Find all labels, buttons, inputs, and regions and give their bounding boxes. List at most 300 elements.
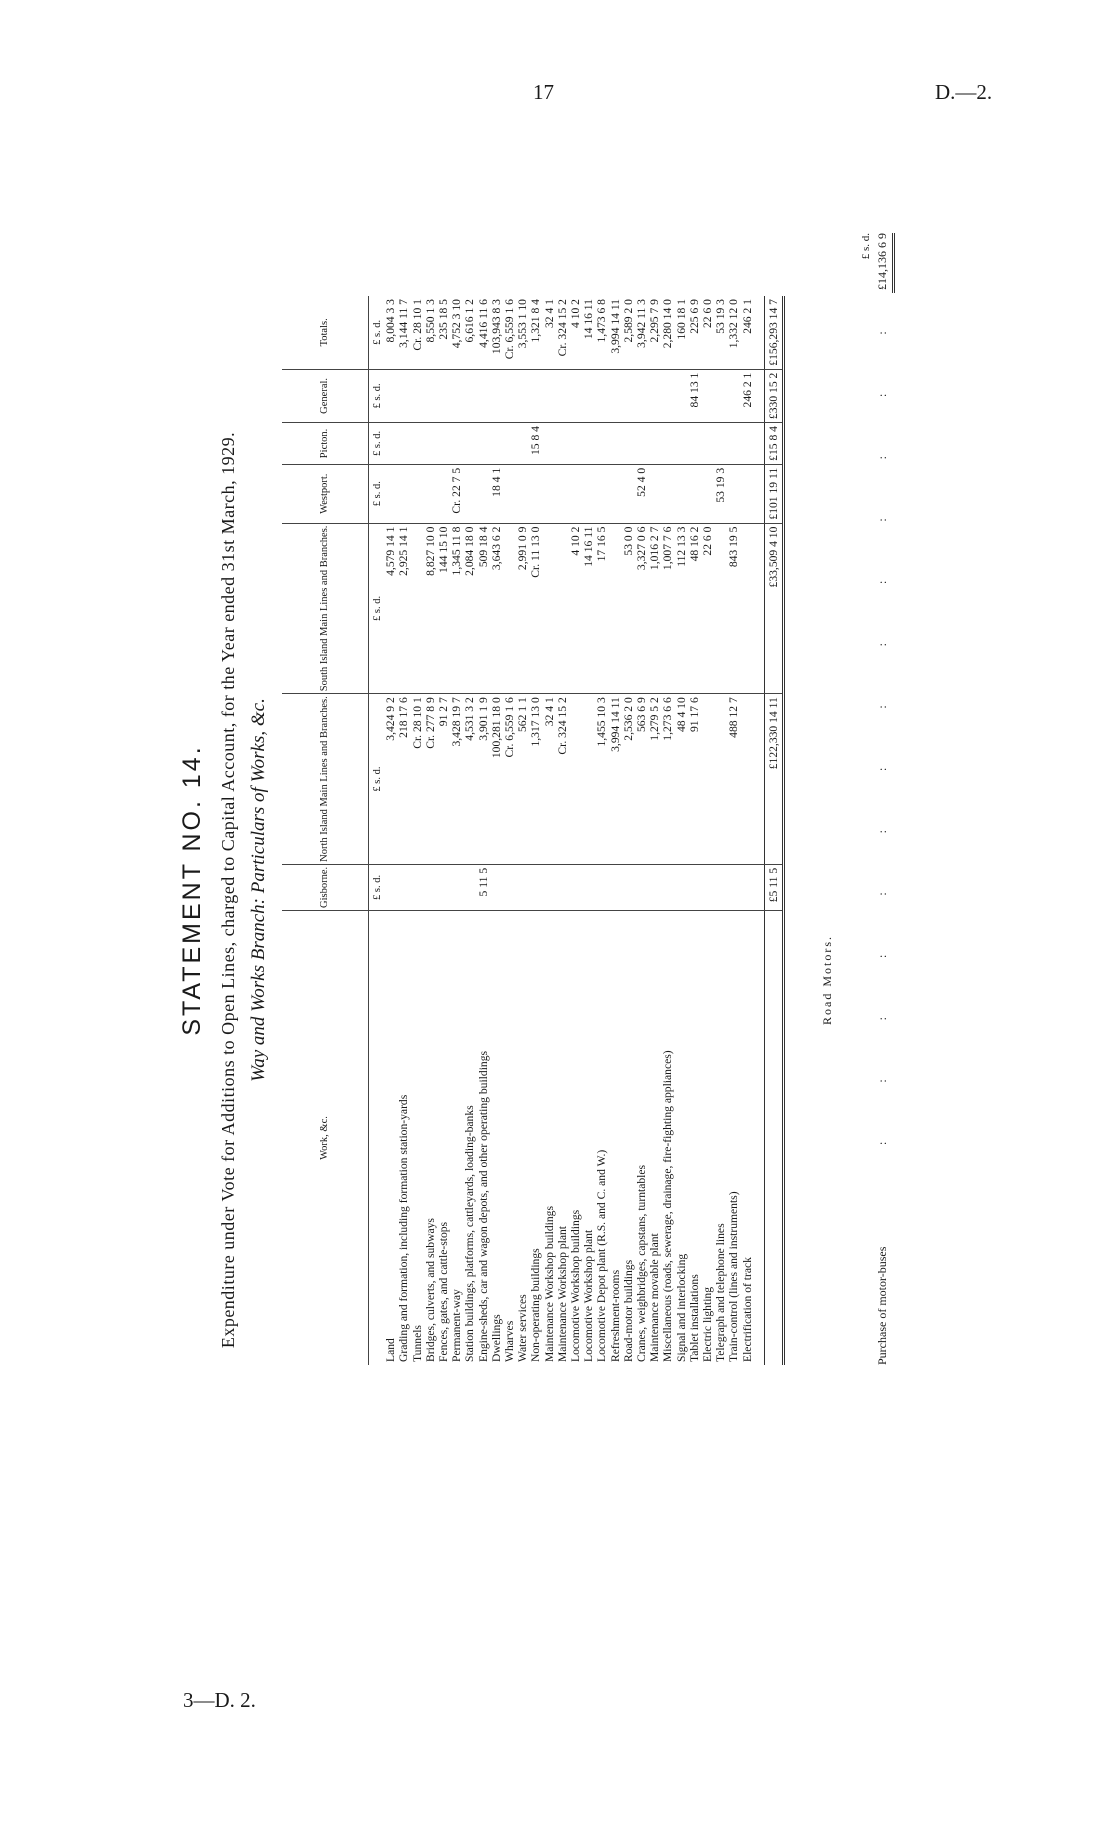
amount-cell: [529, 464, 542, 523]
amount-cell: 4 10 2: [569, 296, 582, 369]
column-header: Gisborne.: [282, 864, 369, 910]
amount-cell: Cr. 324 15 2: [556, 296, 569, 369]
work-cell: Station buildings, platforms, cattleyards, loading-banks: [463, 1105, 477, 1362]
amount-cell: £ s. d.: [369, 296, 385, 369]
amount-cell: [688, 423, 701, 465]
amount-cell: 562 1 1: [516, 694, 529, 865]
amount-cell: £122,330 14 11: [764, 694, 783, 865]
amount-cell: 14 16 11: [582, 523, 595, 694]
amount-cell: [754, 423, 765, 465]
amount-cell: £ s. d.: [369, 523, 385, 694]
road-motors-item: Purchase of motor-buses: [875, 1246, 889, 1365]
work-cell: Maintenance Workshop buildings: [542, 1206, 556, 1362]
amount-cell: [688, 464, 701, 523]
rotated-statement: [170, 75, 1030, 1705]
road-motors-amount: £14,136 6 9: [875, 233, 895, 293]
amount-cell: [714, 369, 727, 422]
work-cell: Road-motor buildings: [621, 1259, 635, 1362]
amount-cell: 15 8 4: [529, 423, 542, 465]
amount-cell: [741, 523, 754, 694]
amount-cell: 32 4 1: [543, 694, 556, 865]
amount-cell: [437, 464, 450, 523]
amount-cell: 488 12 7: [727, 694, 740, 865]
work-cell: [764, 911, 783, 1366]
amount-cell: 3,144 11 7: [397, 296, 410, 369]
amount-cell: 144 15 10: [437, 523, 450, 694]
amount-cell: [397, 369, 410, 422]
amount-cell: 5 11 5: [477, 864, 490, 910]
table-row: [503, 296, 516, 1365]
amount-cell: £5 11 5: [764, 864, 783, 910]
amount-cell: [503, 523, 516, 694]
amount-cell: 1,317 13 0: [529, 694, 542, 865]
amount-cell: [411, 864, 424, 910]
amount-cell: [595, 464, 608, 523]
amount-cell: 53 19 3: [714, 296, 727, 369]
amount-cell: 8,550 1 3: [424, 296, 437, 369]
work-cell: Signal and interlocking: [674, 1253, 688, 1362]
amount-cell: [635, 423, 648, 465]
statement-title: STATEMENT NO. 14.: [178, 744, 206, 1036]
amount-cell: [397, 464, 410, 523]
statement-subtitle: Expenditure under Vote for Additions to Open Lines, charged to Capital Account, for the Year ended 31st March, 1929.: [218, 431, 238, 1349]
table-row: [556, 296, 569, 1365]
table-row: [569, 296, 582, 1365]
table-row: [477, 296, 490, 1365]
amount-cell: [648, 864, 661, 910]
amount-cell: [569, 864, 582, 910]
amount-cell: £156,293 14 7: [764, 296, 783, 369]
table-row: [529, 296, 542, 1365]
amount-cell: [661, 864, 674, 910]
leader-dots: : : : : : : : : : : : : : :: [875, 303, 889, 1145]
work-cell: Wharves: [503, 1320, 517, 1362]
amount-cell: 2,925 14 1: [397, 523, 410, 694]
expenditure-table: [282, 296, 785, 1365]
amount-cell: [701, 694, 714, 865]
work-cell: Train-control (lines and instruments): [727, 1191, 741, 1362]
amount-cell: 100,281 18 0: [490, 694, 503, 865]
table-row: [543, 296, 556, 1365]
amount-cell: [622, 423, 635, 465]
amount-cell: [516, 864, 529, 910]
spacer-row: [754, 296, 765, 1365]
amount-cell: [661, 464, 674, 523]
amount-cell: [384, 423, 397, 465]
paper-code: D.—2.: [935, 80, 993, 104]
table-body: [369, 296, 784, 1365]
amount-cell: [543, 864, 556, 910]
work-cell: Refreshment-rooms: [608, 1269, 622, 1362]
amount-cell: [701, 423, 714, 465]
amount-cell: 4 10 2: [569, 523, 582, 694]
page-number: 17: [533, 80, 554, 104]
amount-cell: [411, 423, 424, 465]
amount-cell: Cr. 22 7 5: [450, 464, 463, 523]
work-cell: Telegraph and telephone lines: [714, 1223, 728, 1362]
amount-cell: 48 4 10: [675, 694, 688, 865]
amount-cell: [569, 369, 582, 422]
amount-cell: 1,007 7 6: [661, 523, 674, 694]
amount-cell: 2,280 14 0: [661, 296, 674, 369]
table-row: [609, 296, 622, 1365]
amount-cell: 2,084 18 0: [463, 523, 476, 694]
amount-cell: [411, 369, 424, 422]
amount-cell: [503, 369, 516, 422]
amount-cell: [490, 864, 503, 910]
amount-cell: [556, 523, 569, 694]
amount-cell: 3,942 11 3: [635, 296, 648, 369]
work-cell: Electric lighting: [701, 1286, 715, 1362]
amount-cell: 18 4 1: [490, 464, 503, 523]
amount-cell: [582, 464, 595, 523]
amount-cell: [661, 423, 674, 465]
amount-cell: Cr. 6,559 1 6: [503, 694, 516, 865]
amount-cell: 112 13 3: [675, 523, 688, 694]
amount-cell: [397, 864, 410, 910]
amount-cell: [741, 864, 754, 910]
table-row: [384, 296, 397, 1365]
amount-cell: £ s. d.: [369, 694, 385, 865]
amount-cell: 843 19 5: [727, 523, 740, 694]
amount-cell: Cr. 28 10 1: [411, 694, 424, 865]
amount-cell: [490, 423, 503, 465]
work-cell: Fences, gates, and cattle-stops: [437, 1221, 451, 1362]
amount-cell: 22 6 0: [701, 296, 714, 369]
work-cell: Maintenance movable plant: [648, 1233, 662, 1362]
amount-cell: [463, 423, 476, 465]
table-row: [595, 296, 608, 1365]
table-row: [490, 296, 503, 1365]
amount-cell: 2,589 2 0: [622, 296, 635, 369]
amount-cell: [569, 464, 582, 523]
amount-cell: Cr. 324 15 2: [556, 694, 569, 865]
amount-cell: [490, 369, 503, 422]
amount-cell: [741, 694, 754, 865]
amount-cell: [595, 864, 608, 910]
amount-cell: [463, 369, 476, 422]
table-row: [424, 296, 437, 1365]
amount-cell: [661, 369, 674, 422]
amount-cell: [397, 423, 410, 465]
amount-cell: 218 17 6: [397, 694, 410, 865]
column-header: Totals.: [282, 296, 369, 369]
amount-cell: [529, 369, 542, 422]
amount-cell: [556, 464, 569, 523]
amount-cell: [477, 464, 490, 523]
column-header: General.: [282, 369, 369, 422]
table-row: [714, 296, 727, 1365]
table-row: [688, 296, 701, 1365]
amount-cell: [727, 369, 740, 422]
units-row: [369, 296, 385, 1365]
work-cell: Locomotive Depot plant (R.S. and C. and W.): [595, 1149, 609, 1362]
amount-cell: [582, 864, 595, 910]
amount-cell: [609, 423, 622, 465]
amount-cell: [727, 423, 740, 465]
amount-cell: [556, 423, 569, 465]
amount-cell: [675, 864, 688, 910]
amount-cell: [675, 369, 688, 422]
road-motors-heading: Road Motors.: [820, 935, 834, 1025]
amount-cell: 3,553 1 10: [516, 296, 529, 369]
amount-cell: [648, 464, 661, 523]
amount-cell: 48 16 2: [688, 523, 701, 694]
amount-cell: £330 15 2: [764, 369, 783, 422]
amount-cell: [384, 464, 397, 523]
amount-cell: 8,827 10 0: [424, 523, 437, 694]
amount-cell: 2,536 2 0: [622, 694, 635, 865]
amount-cell: [635, 864, 648, 910]
amount-cell: 4,531 3 2: [463, 694, 476, 865]
work-cell: Water services: [516, 1294, 530, 1362]
amount-cell: [582, 694, 595, 865]
table-row: [727, 296, 740, 1365]
work-cell: Bridges, culverts, and subways: [423, 1218, 437, 1362]
amount-cell: [741, 423, 754, 465]
amount-cell: [754, 694, 765, 865]
amount-cell: [701, 464, 714, 523]
amount-cell: 2,295 7 9: [648, 296, 661, 369]
amount-cell: [543, 523, 556, 694]
amount-cell: [648, 423, 661, 465]
amount-cell: 52 4 0: [635, 464, 648, 523]
amount-cell: [622, 369, 635, 422]
amount-cell: £33,509 4 10: [764, 523, 783, 694]
amount-cell: [701, 369, 714, 422]
footer-code: 3—D. 2.: [183, 1688, 256, 1712]
amount-cell: [503, 864, 516, 910]
branch-title: Way and Works Branch: Particulars of Works, &c.: [248, 698, 269, 1082]
amount-cell: [463, 464, 476, 523]
amount-cell: [411, 523, 424, 694]
amount-cell: [675, 464, 688, 523]
amount-cell: 3,327 0 6: [635, 523, 648, 694]
column-header: Work, &c.: [282, 911, 369, 1366]
amount-cell: [701, 864, 714, 910]
amount-cell: [675, 423, 688, 465]
amount-cell: [727, 864, 740, 910]
amount-cell: [622, 464, 635, 523]
amount-cell: [754, 464, 765, 523]
amount-cell: [450, 423, 463, 465]
table-row: [701, 296, 714, 1365]
table-header-row: [282, 296, 369, 1365]
amount-cell: [595, 369, 608, 422]
amount-cell: [754, 369, 765, 422]
amount-cell: 235 18 5: [437, 296, 450, 369]
table-row: [463, 296, 476, 1365]
amount-cell: [516, 423, 529, 465]
road-motors-units: £ s. d.: [860, 233, 872, 260]
amount-cell: [582, 369, 595, 422]
amount-cell: £ s. d.: [369, 464, 385, 523]
amount-cell: [463, 864, 476, 910]
amount-cell: [437, 423, 450, 465]
amount-cell: Cr. 277 8 9: [424, 694, 437, 865]
work-cell: Miscellaneous (roads, sewerage, drainage, fire-fighting appliances): [661, 1050, 675, 1362]
table-row: [648, 296, 661, 1365]
work-cell: Electrification of track: [740, 1257, 754, 1362]
table-row: [397, 296, 410, 1365]
amount-cell: 32 4 1: [543, 296, 556, 369]
work-cell: Tablet installations: [687, 1274, 701, 1362]
amount-cell: £ s. d.: [369, 864, 385, 910]
amount-cell: [450, 864, 463, 910]
work-cell: Locomotive Workshop plant: [582, 1229, 596, 1362]
amount-cell: 8,004 3 3: [384, 296, 397, 369]
amount-cell: 91 17 6: [688, 694, 701, 865]
work-cell: Tunnels: [410, 1325, 424, 1362]
amount-cell: 6,616 1 2: [463, 296, 476, 369]
column-header: North Island Main Lines and Branches.: [282, 694, 369, 865]
table-row: [582, 296, 595, 1365]
amount-cell: [516, 369, 529, 422]
amount-cell: £101 19 11: [764, 464, 783, 523]
amount-cell: Cr. 6,559 1 6: [503, 296, 516, 369]
amount-cell: [424, 369, 437, 422]
amount-cell: Cr. 28 10 1: [411, 296, 424, 369]
amount-cell: 225 6 9: [688, 296, 701, 369]
amount-cell: [424, 864, 437, 910]
amount-cell: 1,016 2 7: [648, 523, 661, 694]
table-row: [661, 296, 674, 1365]
amount-cell: [714, 694, 727, 865]
work-cell: Cranes, weighbridges, capstans, turntables: [635, 1164, 649, 1362]
amount-cell: [424, 464, 437, 523]
amount-cell: [450, 369, 463, 422]
amount-cell: [741, 464, 754, 523]
totals-row: [764, 296, 783, 1365]
amount-cell: [503, 464, 516, 523]
amount-cell: [609, 369, 622, 422]
amount-cell: 1,455 10 3: [595, 694, 608, 865]
column-header: South Island Main Lines and Branches.: [282, 523, 369, 694]
amount-cell: [424, 423, 437, 465]
amount-cell: 1,332 12 0: [727, 296, 740, 369]
amount-cell: [384, 369, 397, 422]
amount-cell: [635, 369, 648, 422]
amount-cell: 1,473 6 8: [595, 296, 608, 369]
amount-cell: [582, 423, 595, 465]
amount-cell: [754, 296, 765, 369]
amount-cell: [477, 423, 490, 465]
amount-cell: 103,943 8 3: [490, 296, 503, 369]
table-row: [622, 296, 635, 1365]
amount-cell: 22 6 0: [701, 523, 714, 694]
amount-cell: 1,321 8 4: [529, 296, 542, 369]
table-row: [741, 296, 754, 1365]
amount-cell: 246 2 1: [741, 296, 754, 369]
amount-cell: [543, 464, 556, 523]
amount-cell: £ s. d.: [369, 369, 385, 422]
amount-cell: [595, 423, 608, 465]
column-header: Picton.: [282, 423, 369, 465]
amount-cell: 3,428 19 7: [450, 694, 463, 865]
amount-cell: [569, 694, 582, 865]
amount-cell: [437, 369, 450, 422]
amount-cell: 246 2 1: [741, 369, 754, 422]
amount-cell: 3,643 6 2: [490, 523, 503, 694]
amount-cell: Cr. 11 13 0: [529, 523, 542, 694]
amount-cell: 3,424 9 2: [384, 694, 397, 865]
amount-cell: [609, 864, 622, 910]
amount-cell: [503, 423, 516, 465]
amount-cell: [714, 523, 727, 694]
amount-cell: [556, 369, 569, 422]
table-row: [675, 296, 688, 1365]
table-row: [411, 296, 424, 1365]
work-cell: Grading and formation, including formation station-yards: [397, 1094, 411, 1362]
amount-cell: £15 8 4: [764, 423, 783, 465]
amount-cell: 1,279 5 2: [648, 694, 661, 865]
amount-cell: [754, 864, 765, 910]
amount-cell: [411, 464, 424, 523]
amount-cell: [622, 864, 635, 910]
amount-cell: [609, 523, 622, 694]
amount-cell: £ s. d.: [369, 423, 385, 465]
amount-cell: [727, 464, 740, 523]
work-cell: Land: [384, 1338, 398, 1362]
amount-cell: [556, 864, 569, 910]
amount-cell: [648, 369, 661, 422]
amount-cell: [714, 423, 727, 465]
amount-cell: 3,901 1 9: [477, 694, 490, 865]
amount-cell: 160 18 1: [675, 296, 688, 369]
amount-cell: 1,345 11 8: [450, 523, 463, 694]
amount-cell: [714, 864, 727, 910]
amount-cell: 509 18 4: [477, 523, 490, 694]
column-header: Westport.: [282, 464, 369, 523]
amount-cell: 3,994 14 11: [609, 694, 622, 865]
amount-cell: 1,273 6 6: [661, 694, 674, 865]
table-row: [516, 296, 529, 1365]
amount-cell: 3,994 14 11: [609, 296, 622, 369]
amount-cell: [688, 864, 701, 910]
amount-cell: [477, 369, 490, 422]
work-cell: Non-operating buildings: [529, 1248, 543, 1362]
amount-cell: 4,752 3 10: [450, 296, 463, 369]
work-cell: Permanent-way: [450, 1289, 464, 1362]
amount-cell: 2,991 0 9: [516, 523, 529, 694]
amount-cell: 17 16 5: [595, 523, 608, 694]
work-cell: Maintenance Workshop plant: [555, 1225, 569, 1362]
amount-cell: 14 16 11: [582, 296, 595, 369]
amount-cell: [529, 864, 542, 910]
amount-cell: [384, 864, 397, 910]
amount-cell: [609, 464, 622, 523]
amount-cell: 4,579 14 1: [384, 523, 397, 694]
work-cell: [369, 911, 385, 1366]
work-cell: Dwellings: [489, 1314, 503, 1362]
work-cell: Locomotive Workshop buildings: [569, 1209, 583, 1362]
work-cell: [754, 911, 765, 1366]
table-row: [635, 296, 648, 1365]
amount-cell: 53 19 3: [714, 464, 727, 523]
amount-cell: 84 13 1: [688, 369, 701, 422]
table-row: [437, 296, 450, 1365]
amount-cell: [437, 864, 450, 910]
amount-cell: 563 6 9: [635, 694, 648, 865]
table-row: [450, 296, 463, 1365]
work-cell: Engine-sheds, car and wagon depots, and other operating buildings: [476, 1050, 490, 1362]
amount-cell: 4,416 11 6: [477, 296, 490, 369]
amount-cell: [516, 464, 529, 523]
amount-cell: [754, 523, 765, 694]
amount-cell: [543, 423, 556, 465]
amount-cell: [543, 369, 556, 422]
amount-cell: [569, 423, 582, 465]
